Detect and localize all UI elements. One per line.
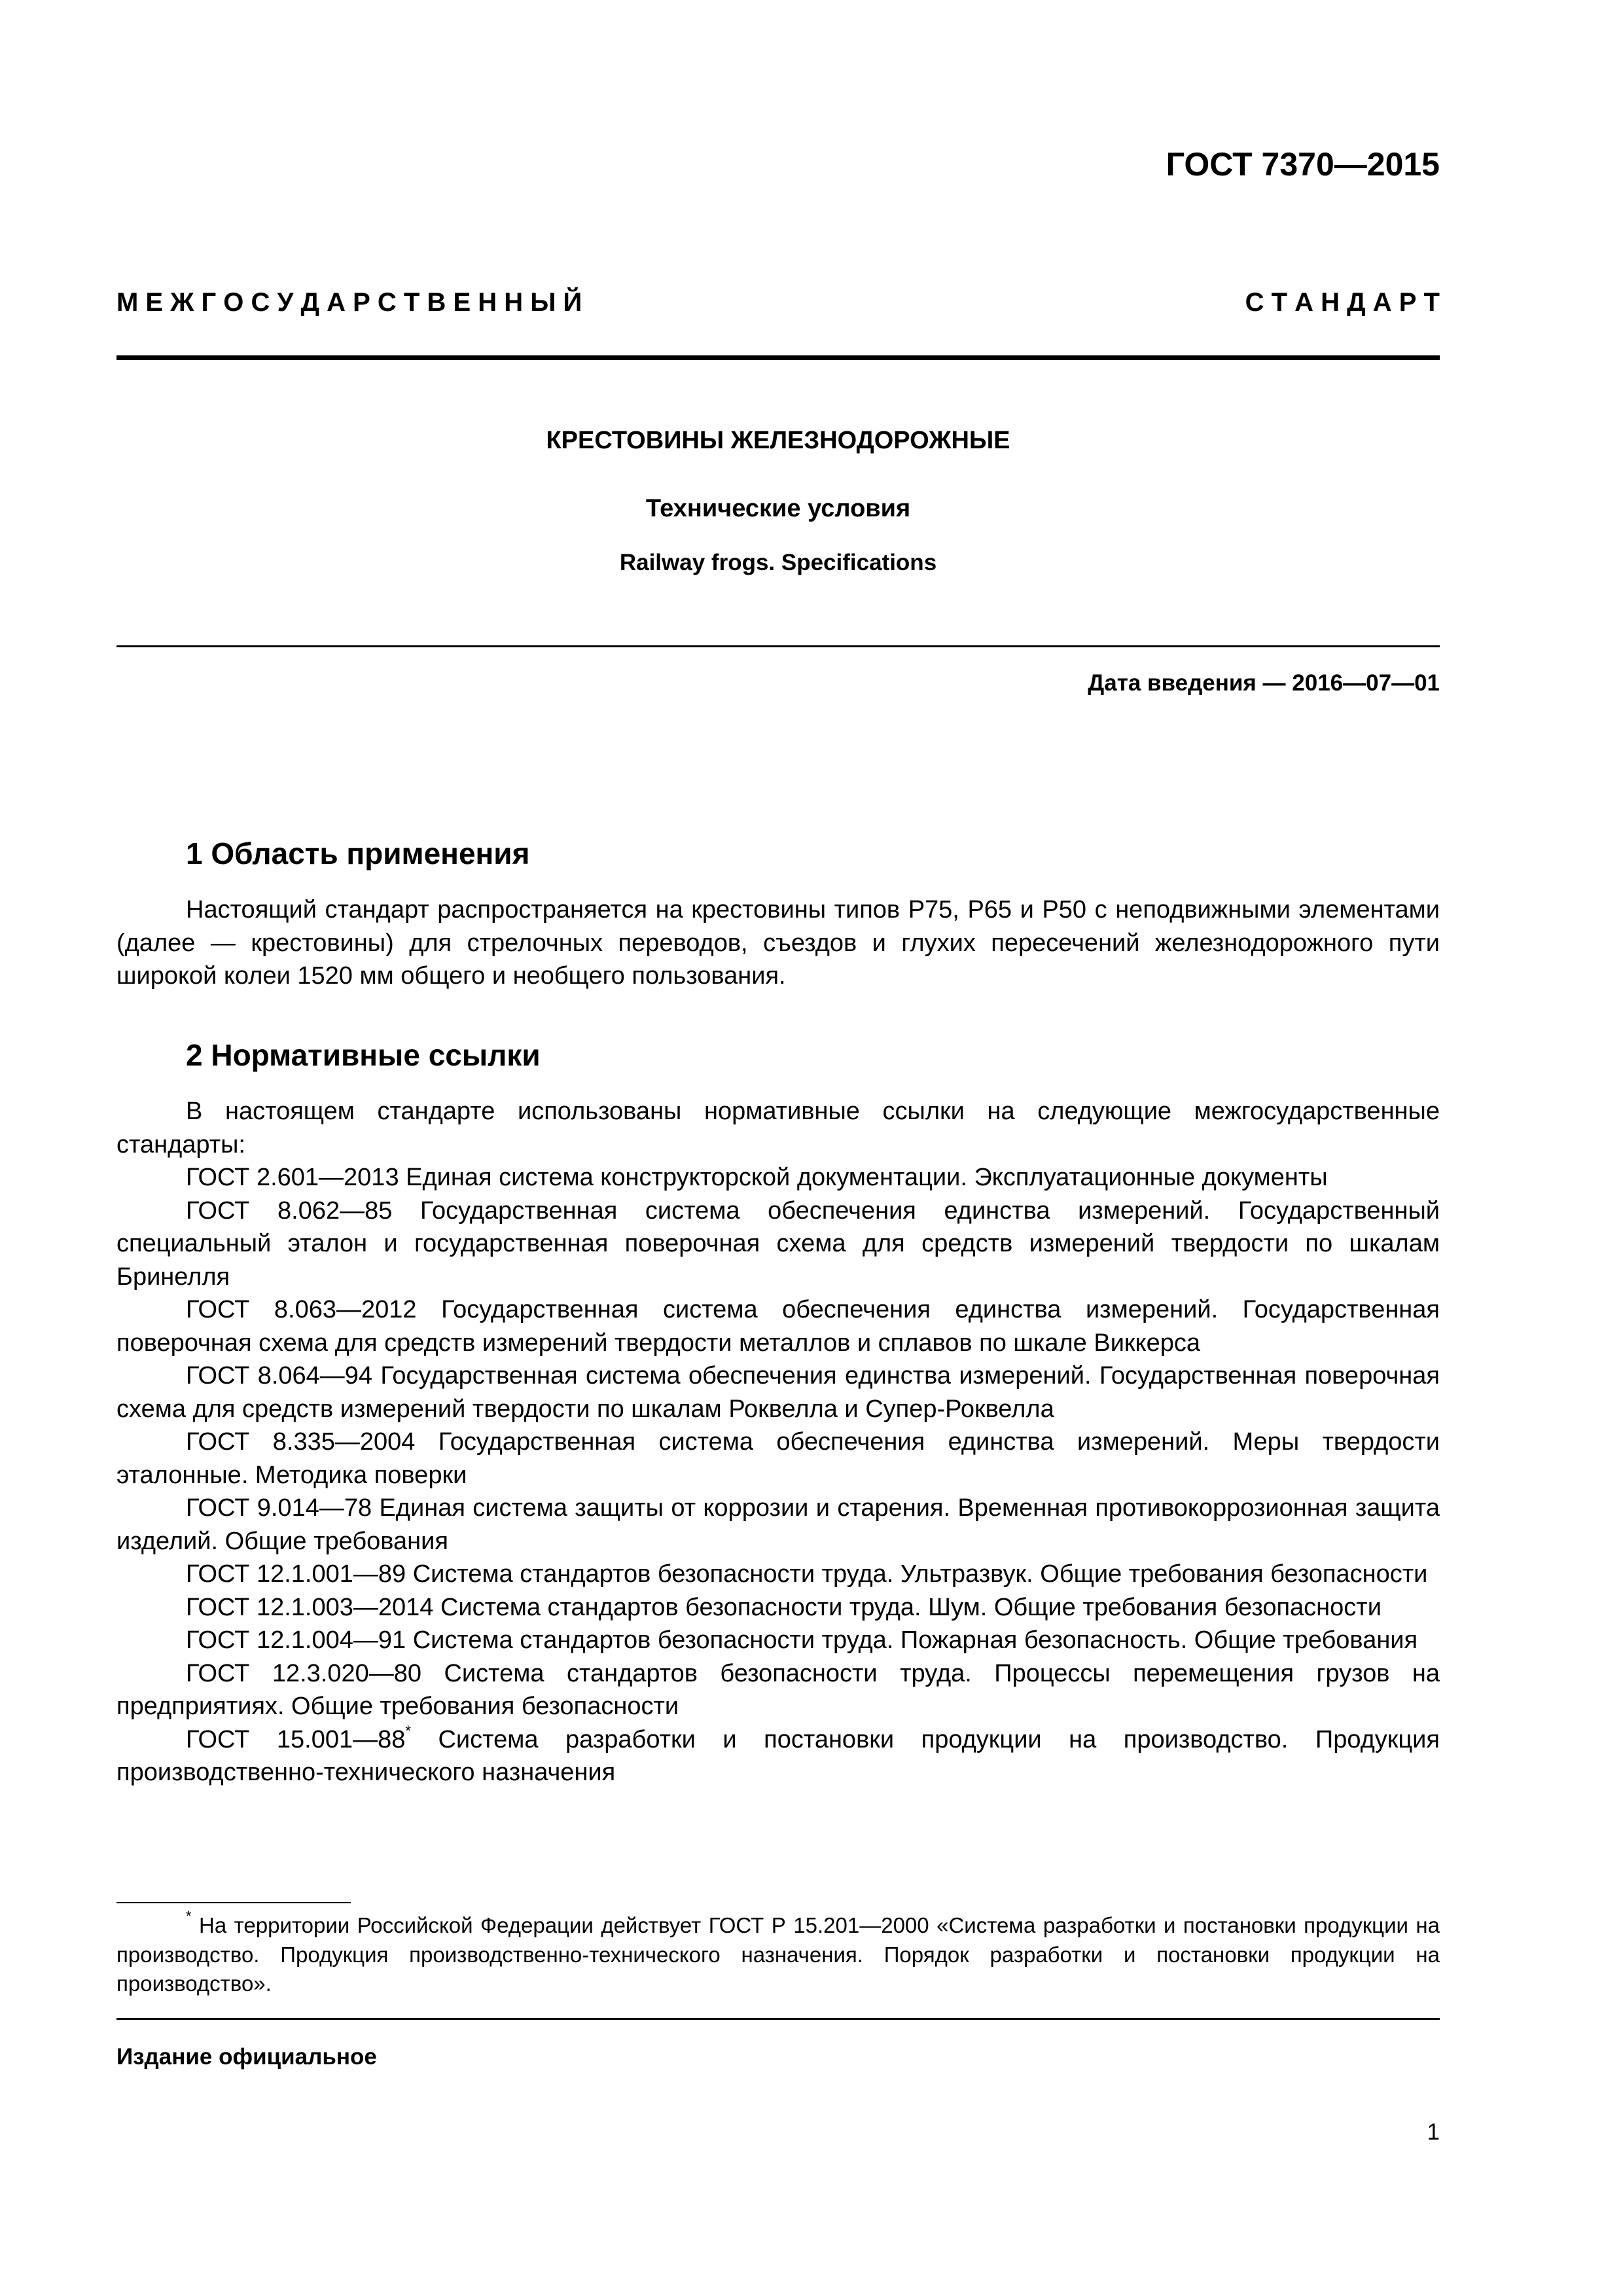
document-subtitle: Технические условия — [645, 495, 911, 522]
footnote — [116, 1908, 1440, 1999]
footer-rule — [116, 2018, 1440, 2020]
document-title-english: Railway frogs. Specifications — [619, 550, 937, 575]
reference-item-with-footnote — [116, 1723, 1440, 1789]
header-rule — [116, 355, 1440, 360]
standard-type-word-interstate: М Е Ж Г О С У Д А Р С Т В Е Н Н Ы Й — [116, 288, 582, 317]
document-code: ГОСТ 7370—2015 — [1166, 146, 1440, 183]
footnote-paragraph — [116, 1908, 1440, 1999]
reference-item: ГОСТ 12.1.003—2014 Система стандартов безопасности труда. Шум. Общие требования безопасности — [186, 1593, 1382, 1621]
reference-text: Система разработки и постановки продукции на производство. Продукция производственно-технического назначения — [116, 1725, 1440, 1786]
reference-item: ГОСТ 8.064—94 Государственная система обеспечения единства измерений. Государственная поверочная схема для средств измерений твердости по шкалам Роквелла и Супер-Роквелла — [116, 1362, 1440, 1423]
standard-type-line — [116, 288, 1440, 317]
footnote-separator — [116, 1902, 351, 1903]
section-2-body — [116, 1095, 1440, 1789]
reference-item: ГОСТ 8.063—2012 Государственная система обеспечения единства измерений. Государственная поверочная схема для средств измерений твердости металлов и сплавов по шкале Виккерса — [116, 1296, 1440, 1357]
reference-item: ГОСТ 12.1.001—89 Система стандартов безопасности труда. Ультразвук. Общие требования безопасности — [186, 1560, 1428, 1588]
footnote-marker: * — [405, 1722, 411, 1739]
section-1-heading: 1 Область применения — [186, 836, 530, 870]
reference-item: ГОСТ 12.1.004—91 Система стандартов безопасности труда. Пожарная безопасность. Общие требования — [186, 1626, 1418, 1654]
page-number: 1 — [1427, 2119, 1440, 2145]
reference-item: ГОСТ 8.335—2004 Государственная система обеспечения единства измерений. Меры твердости эталонные. Методика поверки — [116, 1428, 1440, 1489]
reference-item: ГОСТ 2.601—2013 Единая система конструкторской документации. Эксплуатационные документы — [186, 1164, 1328, 1191]
footnote-mark: * — [186, 1908, 192, 1924]
reference-code: ГОСТ 15.001—88 — [186, 1725, 406, 1753]
reference-item: ГОСТ 9.014—78 Единая система защиты от коррозии и старения. Временная противокоррозионная защита изделий. Общие требования — [116, 1494, 1440, 1555]
section-2-intro: В настоящем стандарте использованы нормативные ссылки на следующие межгосударственные стандарты: — [116, 1098, 1440, 1158]
standard-type-word-standard: С Т А Н Д А Р Т — [1245, 288, 1440, 317]
footnote-text: На территории Российской Федерации действует ГОСТ Р 15.201—2000 «Система разработки и постановки продукции на производство. Продукция производственно-технического назначения. Порядок разработки и постановки продукции на производство». — [116, 1913, 1440, 1996]
title-rule — [116, 645, 1440, 647]
official-edition-label: Издание официальное — [116, 2044, 377, 2070]
reference-item: ГОСТ 12.3.020—80 Система стандартов безопасности труда. Процессы перемещения грузов на предприятиях. Общие требования безопасности — [116, 1659, 1440, 1720]
introduction-date: Дата введения — 2016—07—01 — [1088, 670, 1440, 696]
section-1-paragraph: Настоящий стандарт распространяется на крестовины типов Р75, Р65 и Р50 с неподвижными элементами (далее — крестовины) для стрелочных переводов, съездов и глухих пересечений железнодорожного пути широкой колеи 1520 мм общего и необщего пользования. — [116, 896, 1440, 990]
section-2-heading: 2 Нормативные ссылки — [186, 1038, 541, 1072]
reference-item: ГОСТ 8.062—85 Государственная система обеспечения единства измерений. Государственный специальный эталон и государственная поверочная схема для средств измерений твердости по шкалам Бринелля — [116, 1196, 1440, 1291]
document-title: КРЕСТОВИНЫ ЖЕЛЕЗНОДОРОЖНЫЕ — [546, 427, 1010, 454]
section-1-body — [116, 893, 1440, 993]
